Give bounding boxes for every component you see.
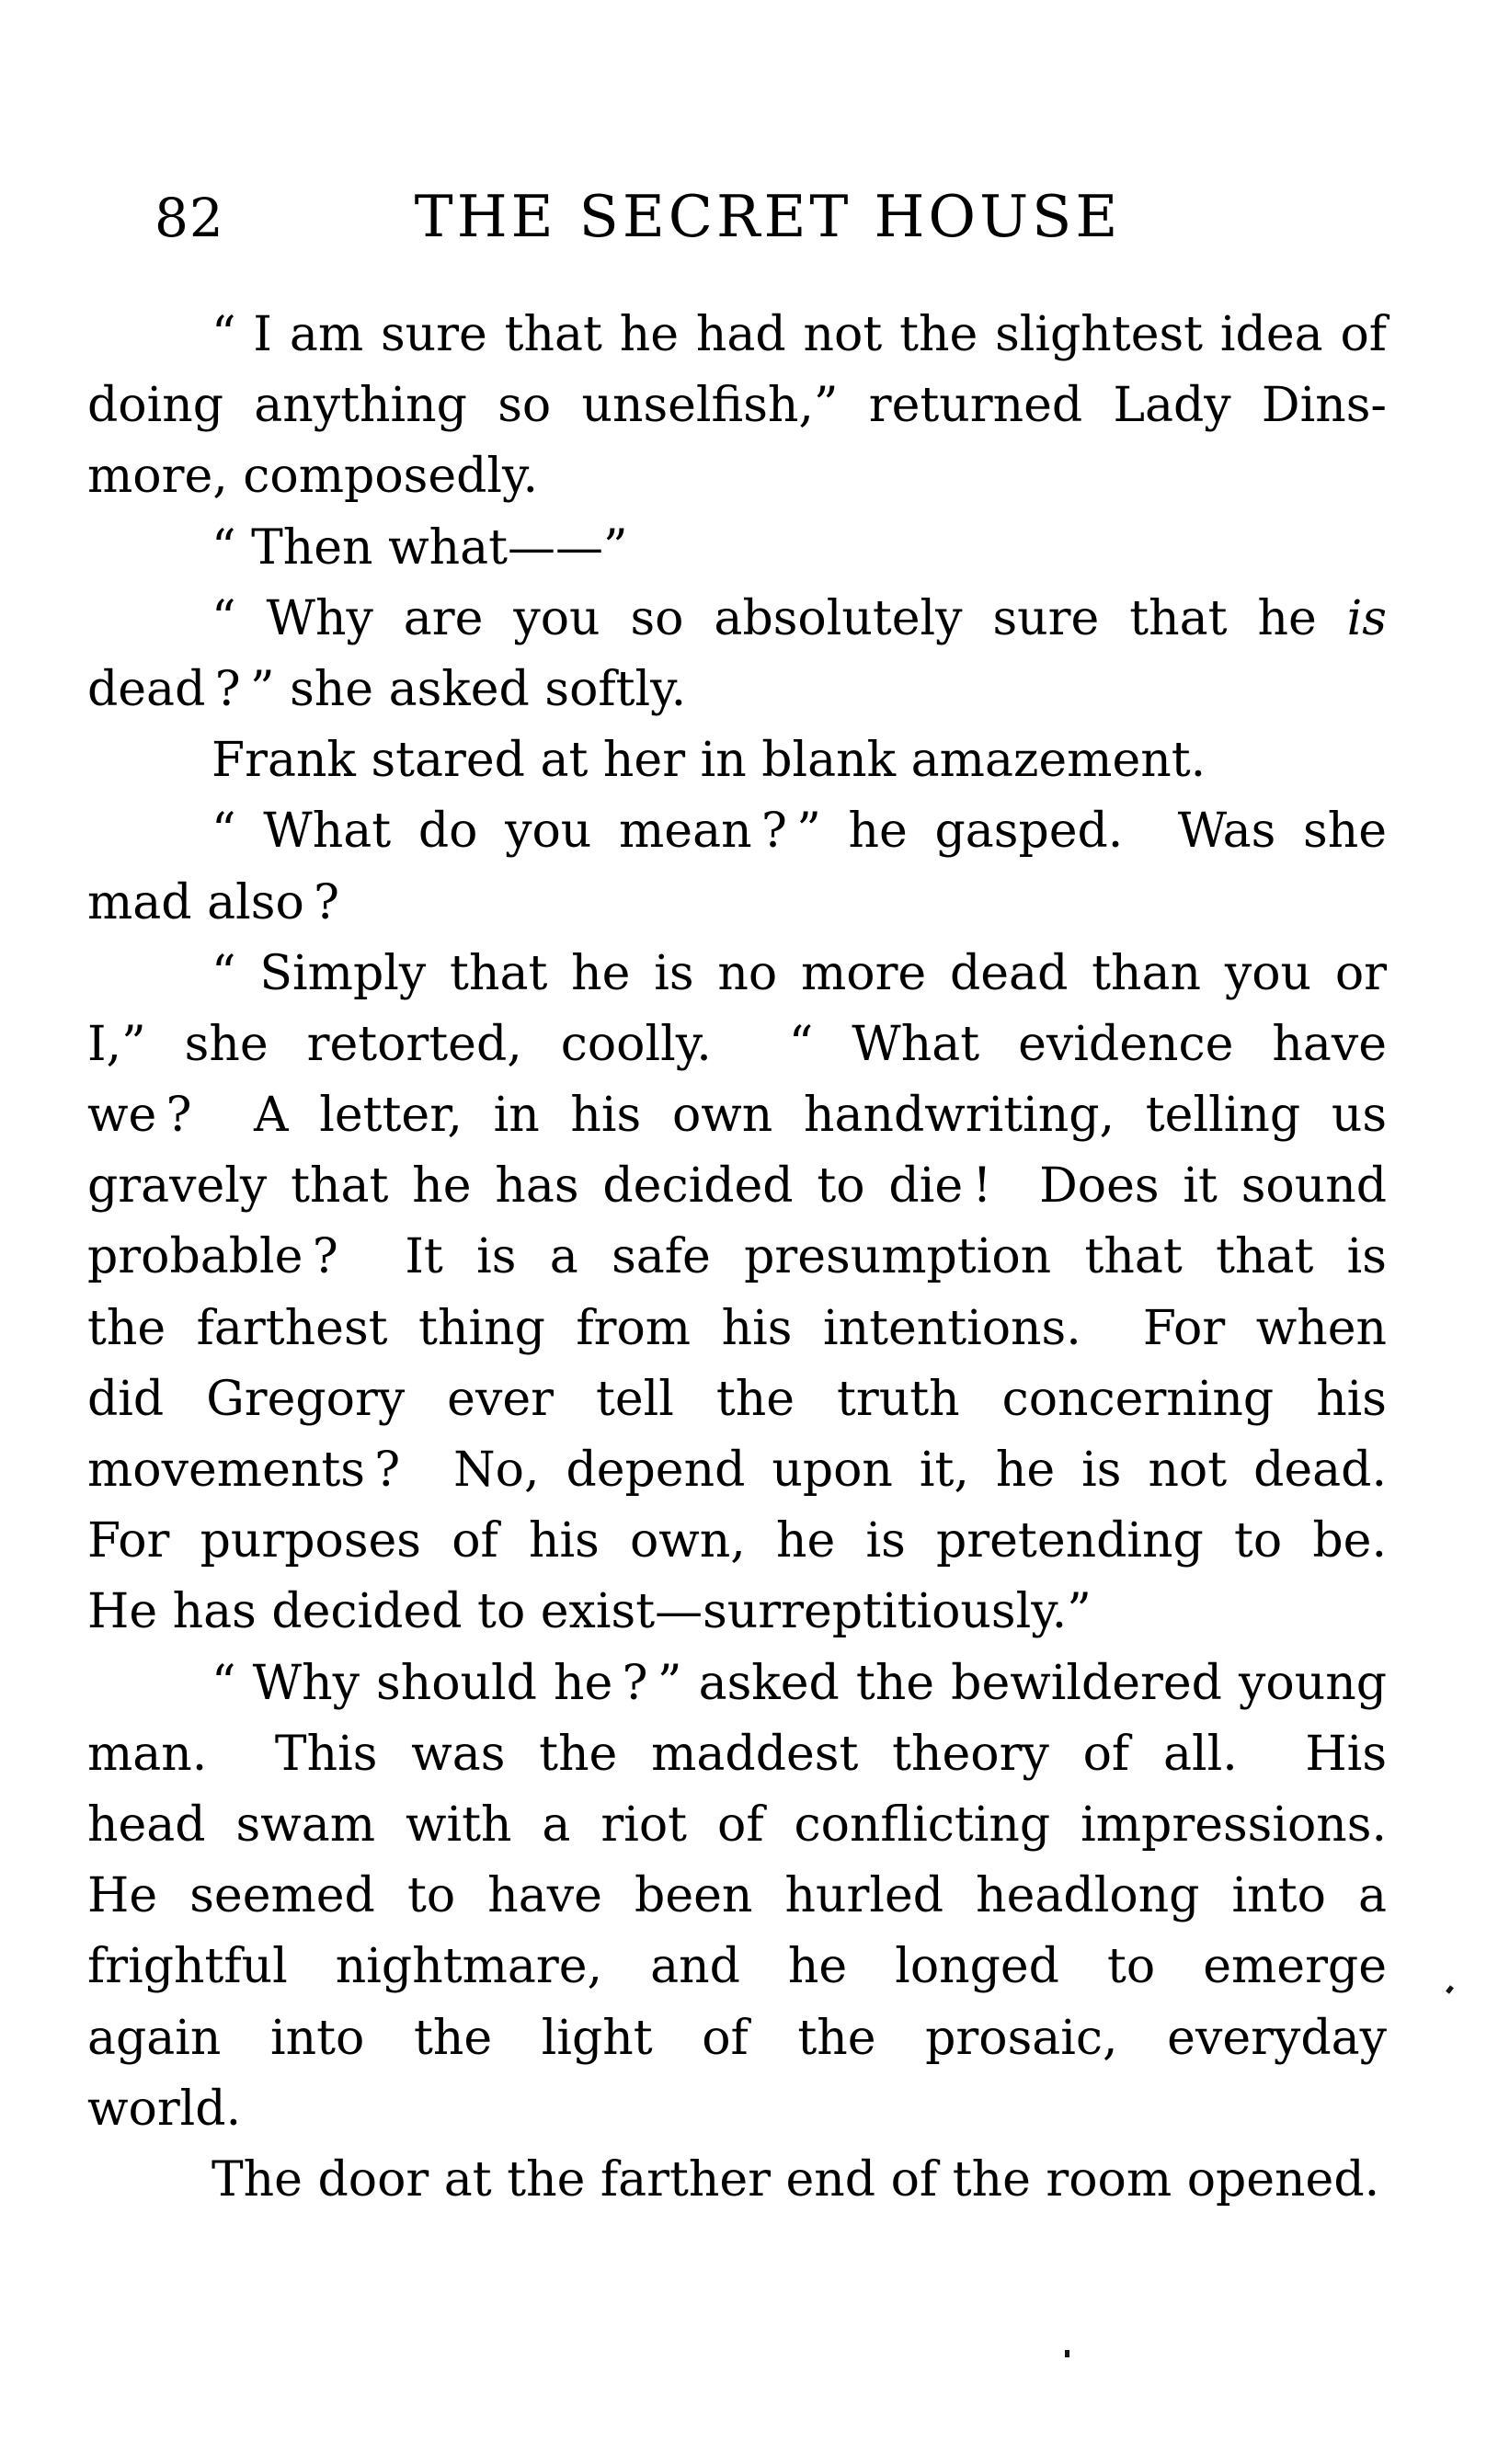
text-segment: the farthest thing from his intentions. For when xyxy=(87,1300,1387,1356)
page-number: 82 xyxy=(154,187,224,249)
text-segment: did Gregory ever tell the truth concerning his xyxy=(87,1371,1387,1427)
text-line xyxy=(87,868,1387,939)
text-segment: doing anything so unselfish,” returned Lady Dins- xyxy=(87,378,1387,434)
text-segment: frightful nightmare, and he longed to emerge xyxy=(87,1939,1387,1995)
text-segment: world. xyxy=(87,2081,242,2137)
text-line xyxy=(87,796,1387,867)
text-segment: “ Simply that he is no more dead than you or xyxy=(212,945,1387,1001)
text-line xyxy=(87,2145,1387,2216)
text-line xyxy=(87,371,1387,441)
text-line xyxy=(87,441,1387,512)
text-line xyxy=(87,1577,1387,1648)
text-segment: dead ? ” she asked softly. xyxy=(87,661,687,717)
text-segment: “ Why are you so absolutely sure that he xyxy=(212,590,1347,646)
text-segment: man. This was the maddest theory of all. His xyxy=(87,1726,1387,1782)
text-line xyxy=(87,1294,1387,1364)
text-line xyxy=(87,1506,1387,1577)
text-line xyxy=(87,584,1387,655)
text-line xyxy=(87,1790,1387,1861)
running-title: THE SECRET HOUSE xyxy=(414,183,1122,250)
text-line xyxy=(87,1010,1387,1080)
text-segment: head swam with a riot of conflicting impressions. xyxy=(87,1797,1387,1853)
scan-speck-artifact xyxy=(1446,1985,1454,1993)
text-line xyxy=(87,1719,1387,1790)
text-line xyxy=(87,1435,1387,1506)
text-line xyxy=(87,939,1387,1010)
text-segment: Frank stared at her in blank amazement. xyxy=(212,733,1206,789)
text-segment: I,” she retorted, coolly. “ What evidence have xyxy=(87,1016,1387,1072)
text-segment: movements ? No, depend upon it, he is not dead. xyxy=(87,1443,1387,1498)
text-segment: more, composedly. xyxy=(87,449,539,505)
text-segment: again into the light of the prosaic, everyday xyxy=(87,2010,1387,2066)
text-line xyxy=(87,513,1387,584)
text-segment: “ Why should he ? ” asked the bewildered young xyxy=(212,1655,1387,1711)
text-line xyxy=(87,1151,1387,1222)
text-line xyxy=(87,1222,1387,1293)
text-segment: He has decided to exist—surreptitiously.” xyxy=(87,1584,1092,1640)
text-line xyxy=(87,300,1387,371)
italic-text-segment: is xyxy=(1346,590,1387,646)
scan-speck-artifact xyxy=(1065,2350,1069,2357)
text-segment: mad also ? xyxy=(87,874,340,930)
text-line xyxy=(87,2003,1387,2074)
text-segment: The door at the farther end of the room opened. xyxy=(212,2151,1380,2207)
text-segment: For purposes of his own, he is pretending to be. xyxy=(87,1513,1387,1569)
text-segment: probable ? It is a safe presumption that that is xyxy=(87,1229,1387,1285)
text-segment: “ I am sure that he had not the slightest idea of xyxy=(212,307,1387,362)
text-line xyxy=(87,1861,1387,1932)
text-line xyxy=(87,1080,1387,1151)
text-line xyxy=(87,1364,1387,1435)
text-line xyxy=(87,655,1387,725)
text-segment: gravely that he has decided to die ! Does it sound xyxy=(87,1158,1387,1215)
text-line xyxy=(87,1648,1387,1719)
text-segment: He seemed to have been hurled headlong into a xyxy=(87,1868,1387,1924)
page-text xyxy=(87,300,1387,2216)
text-segment: “ Then what——” xyxy=(212,519,628,576)
text-line xyxy=(87,725,1387,796)
text-line xyxy=(87,1932,1387,2002)
text-segment: we ? A letter, in his own handwriting, telling us xyxy=(87,1088,1387,1144)
text-line xyxy=(87,2074,1387,2145)
text-segment: “ What do you mean ? ” he gasped. Was she xyxy=(212,804,1387,860)
